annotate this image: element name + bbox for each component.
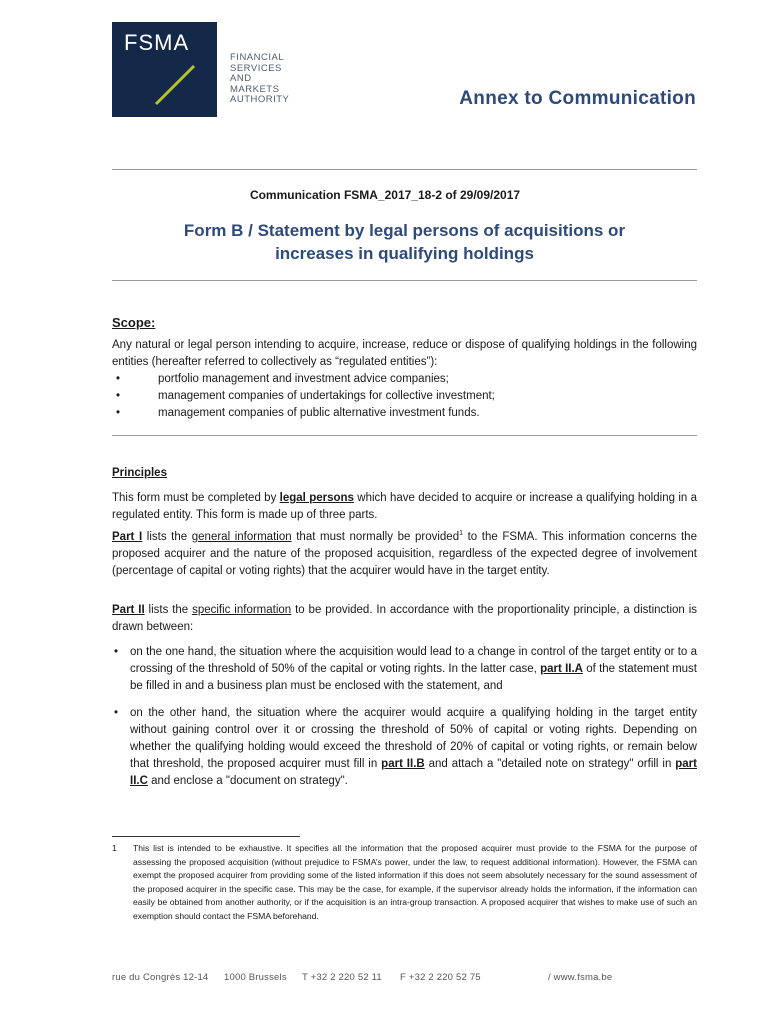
footnote-number: 1 <box>112 843 117 853</box>
text-run: on the one hand, the situation where the acquisition would lead to a change in control of the target entity or to a crossing of the threshold of 50% of the capital or voting rights. In the latter case, <box>130 646 697 675</box>
list-item <box>112 371 697 388</box>
list-item-text: management companies of public alternative investment funds. <box>158 407 480 419</box>
emphasis-general-information: general information <box>191 531 292 543</box>
text-run: lists the <box>142 531 192 543</box>
list-item-text: portfolio management and investment advice companies; <box>158 373 449 385</box>
footer-address: rue du Congrès 12-14 <box>112 972 209 983</box>
authority-line: SERVICES <box>230 62 282 74</box>
footer-website[interactable]: / www.fsma.be <box>548 972 613 983</box>
distinction-list <box>112 644 697 800</box>
part-iib-label: part II.B <box>381 758 425 770</box>
text-run: which have decided to acquire or increase a qualifying holding in a regulated entity. This form is made up of three parts. <box>112 492 697 521</box>
authority-line: FINANCIAL <box>230 52 285 63</box>
text-run: lists the <box>144 604 193 616</box>
fsma-logo <box>112 22 217 117</box>
part-two-label: Part II <box>112 604 145 616</box>
principles-heading: Principles <box>112 467 167 479</box>
list-item <box>112 405 697 422</box>
authority-line: MARKETS <box>230 83 280 95</box>
form-title-line: increases in qualifying holdings <box>275 244 534 263</box>
scope-list <box>112 371 697 422</box>
text-run: to be provided. In accordance with the proportionality principle, a distinction is drawn between: <box>112 604 697 633</box>
authority-line: AND <box>230 73 252 84</box>
scope-intro: Any natural or legal person intending to acquire, increase, reduce or dispose of qualifying holdings in the following entities (hereafter referred to collectively as “regulated entities”): <box>112 339 697 368</box>
text-run: on the other hand, the situation where the acquirer would acquire a qualifying holding in the target entity without gaining control over it or crossing the threshold of 50% of capital or voting rights. Depending on whether the qualifying holding would exceed the threshold of 20% of capital or voting rights, or remain below that threshold, the proposed acquirer must fill in <box>130 707 697 770</box>
part-two-paragraph <box>112 602 697 636</box>
footnote-divider <box>112 836 300 837</box>
text-run: and enclose a "document on strategy". <box>147 775 348 787</box>
bullet-icon: • <box>114 646 119 658</box>
text-run: that must normally be provided <box>291 531 460 543</box>
part-iic-label: part II.C <box>130 758 697 787</box>
communication-reference: Communication FSMA_2017_18-2 of 29/09/2017 <box>249 188 521 202</box>
form-title-line: Form B / Statement by legal persons of acquisitions or <box>183 221 626 240</box>
text-run: This form must be completed by <box>112 492 280 504</box>
emphasis-legal-persons: legal persons <box>279 492 354 504</box>
page-footer <box>112 972 697 986</box>
logo-text: FSMA <box>124 30 190 55</box>
emphasis-specific-information: specific information <box>192 604 292 616</box>
text-run: and attach a "detailed note on strategy" orfill in <box>424 758 676 770</box>
list-item <box>112 388 697 405</box>
divider <box>112 169 697 170</box>
scope-heading: Scope: <box>112 315 156 330</box>
bullet-icon: • <box>116 373 121 385</box>
part-one-label: Part I <box>112 531 143 543</box>
authority-name <box>230 53 289 106</box>
text-run: to the FSMA. This information concerns the proposed acquirer and the nature of the proposed acquisition, regardless of the expected degree of involvement (percentage of capital or voting rights) that the acquirer would have in the target entity. <box>112 531 697 577</box>
part-one-paragraph <box>112 529 697 580</box>
divider <box>112 435 697 436</box>
annex-title: Annex to Communication <box>459 88 696 109</box>
bullet-icon: • <box>114 707 119 719</box>
divider <box>112 280 697 281</box>
principles-paragraph <box>112 490 697 524</box>
authority-line: AUTHORITY <box>230 94 290 105</box>
footer-phone: T +32 2 220 52 11 <box>302 972 382 983</box>
footer-fax: F +32 2 220 52 75 <box>400 972 481 983</box>
form-title <box>112 219 697 265</box>
footnote-reference: 1 <box>459 530 463 538</box>
footnote <box>112 842 697 923</box>
list-item-text: management companies of undertakings for collective investment; <box>158 390 495 402</box>
footnote-text: This list is intended to be exhaustive. It specifies all the information that the proposed acquirer must provide to the FSMA for the purpose of assessing the proposed acquisition (without prejudice to FSMA’s power, under the law, to request additional information). However, the FSMA can exempt the proposed acquirer from providing some of the listed information if this does not seem absolutely necessary for the sound assessment of the proposed acquirer in the specific case. This may be the case, for example, if the supervisor already holds the information, if the information can easily be obtained from another authority, or if the acquisition is an intra-group transaction. A proposed acquirer that wishes to make use of such an exemption should contact the FSMA beforehand. <box>133 843 697 921</box>
part-iia-label: part II.A <box>540 663 583 675</box>
bullet-icon: • <box>116 390 121 402</box>
footer-city: 1000 Brussels <box>224 972 287 983</box>
text-run: of the statement must be filled in and a business plan must be enclosed with the statement, and <box>130 663 697 692</box>
list-item <box>112 705 697 790</box>
bullet-icon: • <box>116 407 121 419</box>
list-item <box>112 644 697 695</box>
